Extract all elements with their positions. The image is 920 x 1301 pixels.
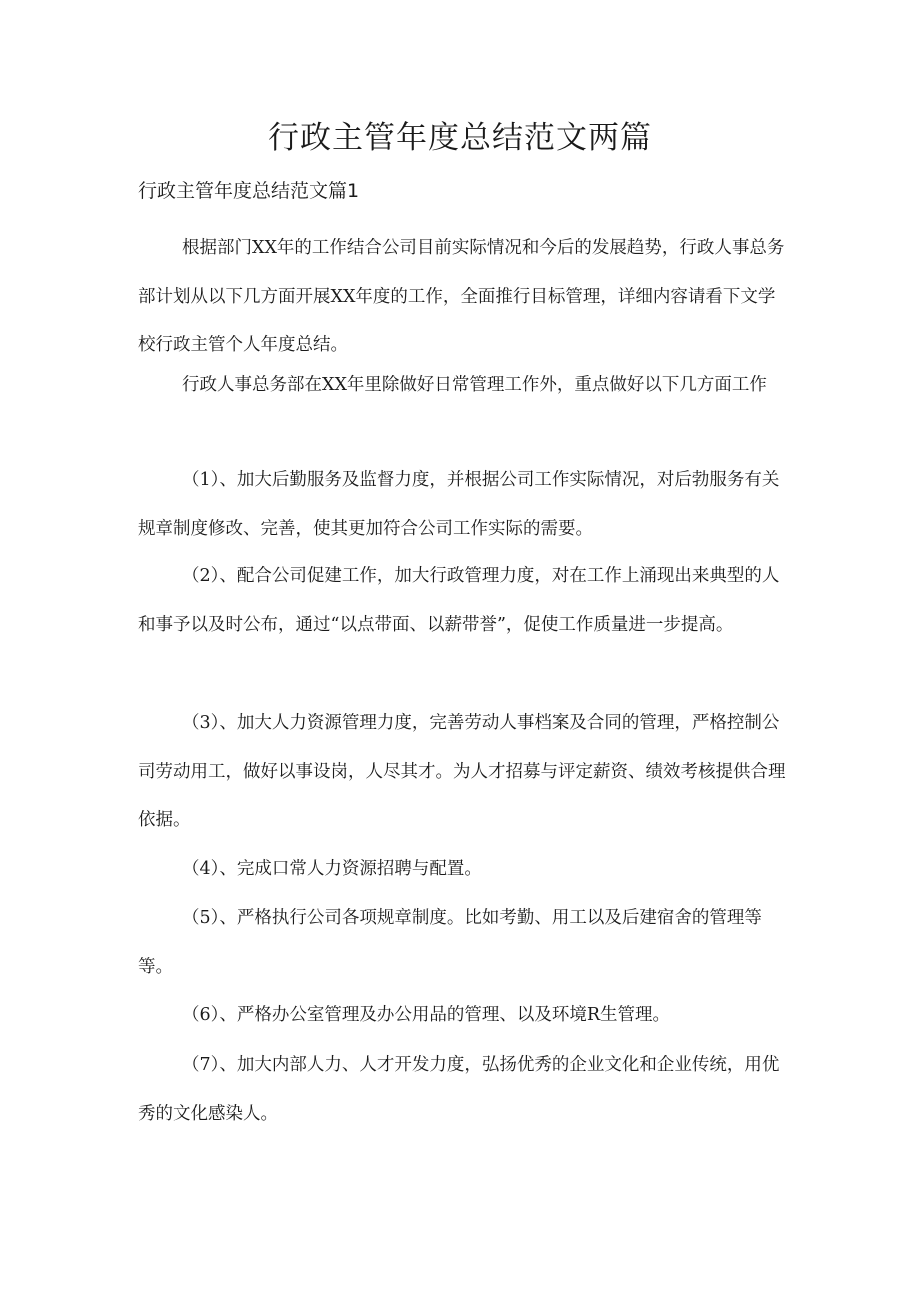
paragraph-overview: 行政人事总务部在XX年里除做好日常管理工作外，重点做好以下几方面工作 [182, 375, 767, 395]
paragraph-item-6: （6）、严格办公室管理及办公用品的管理、以及环境R生管理。 [182, 1005, 671, 1025]
paragraph-intro: 根据部门XX年的工作结合公司目前实际情况和今后的发展趋势，行政人事总务部计划从以下几方面开展XX年度的工作，全面推行目标管理，详细内容请看下文学校行政主管个人年度总结。 [138, 238, 785, 355]
paragraph-item-2: （2）、配合公司促建工作，加大行政管理力度，对在工作上涌现出来典型的人和事予以及时公布，通过“以点带面、以薪带誉”，促使工作质量进一步提高。 [138, 566, 780, 635]
paragraph-item-1: （1）、加大后勤服务及监督力度，并根据公司工作实际情况，对后勃服务有关规章制度修改、完善，使其更加符合公司工作实际的需要。 [138, 470, 780, 539]
paragraph-item-5: （5）、严格执行公司各项规章制度。比如考勤、用工以及后建宿舍的管理等等。 [138, 908, 762, 977]
section-heading: 行政主管年度总结范文篇1 [138, 180, 360, 202]
paragraph-item-3: （3）、加大人力资源管理力度，完善劳动人事档案及合同的管理，严格控制公司劳动用工，做好以事设岗，人尽其才。为人才招募与评定薪资、绩效考核提供合理依据。 [138, 713, 786, 830]
paragraph-item-4: （4）、完成口常人力资源招聘与配置。 [182, 859, 482, 879]
paragraph-item-7: （7）、加大内部人力、人才开发力度，弘扬优秀的企业文化和企业传统，用优秀的文化感染人。 [138, 1055, 780, 1124]
document-title: 行政主管年度总结范文两篇 [268, 120, 652, 156]
